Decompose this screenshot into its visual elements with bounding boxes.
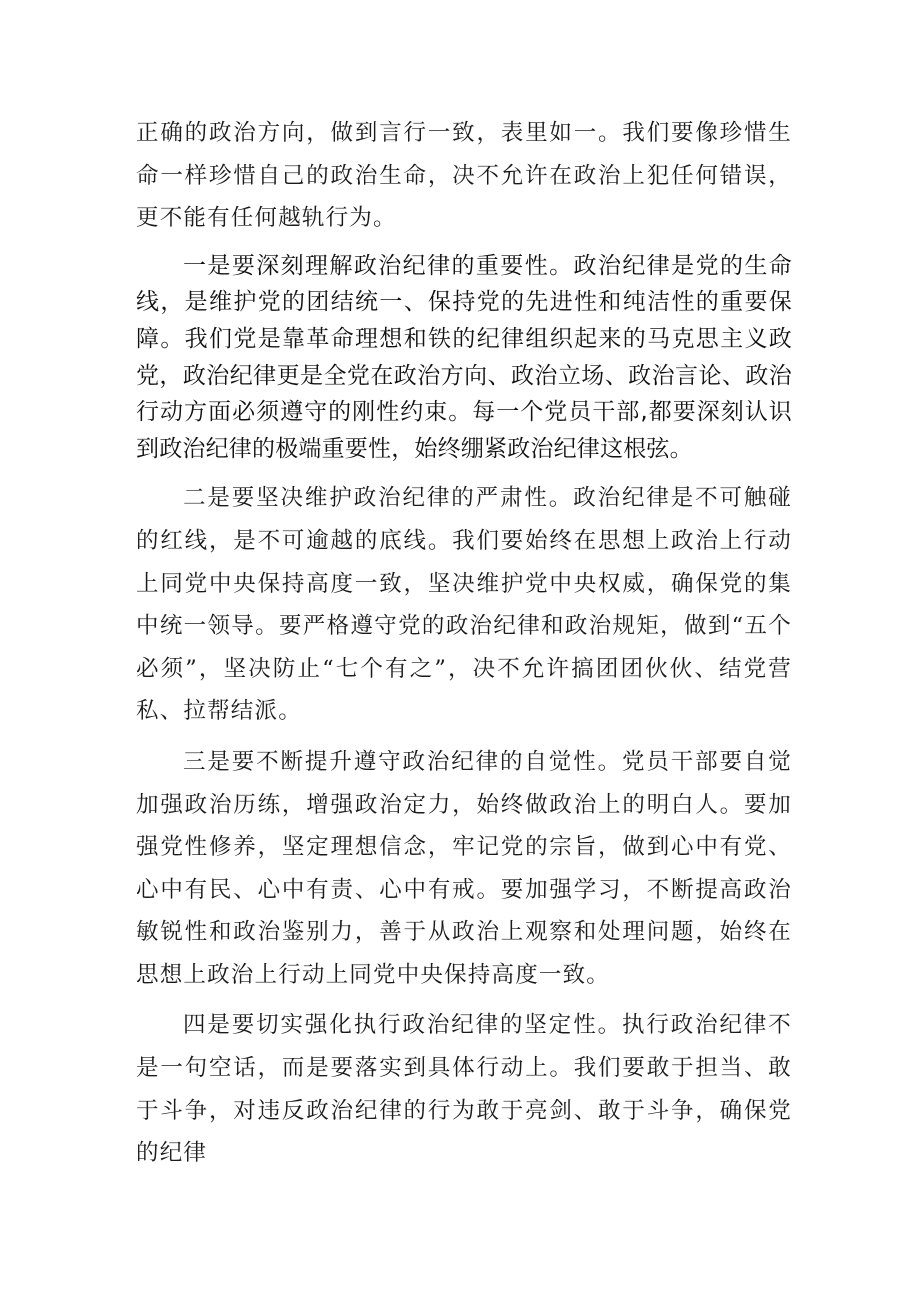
paragraph-point-four: 四是要切实强化执行政治纪律的坚定性。执行政治纪律不是一句空话，而是要落实到具体行动上。我们要敢于担当、敢于斗争，对违反政治纪律的行为敢于亮剑、敢于斗争，确保党的纪律 [136,1012,792,1167]
document-body [136,112,792,1175]
paragraph-point-three: 三是要不断提升遵守政治纪律的自觉性。党员干部要自觉加强政治历练，增强政治定力，始终做政治上的明白人。要加强党性修养，坚定理想信念，牢记党的宗旨，做到心中有党、心中有民、心中有责、心中有戒。要加强学习，不断提高政治敏锐性和政治鉴别力，善于从政治上观察和处理问题，始终在思想上政治上行动上同党中央保持高度一致。 [136,748,792,988]
paragraph-point-two: 二是要坚决维护政治纪律的严肃性。政治纪律是不可触碰的红线，是不可逾越的底线。我们要始终在思想上政治上行动上同党中央保持高度一致，坚决维护党中央权威，确保党的集中统一领导。要严格遵守党的政治纪律和政治规矩，做到“五个必须”，坚决防止“七个有之”，决不允许搞团团伙伙、结党营私、拉帮结派。 [136,485,792,725]
paragraph-continuation: 正确的政治方向，做到言行一致，表里如一。我们要像珍惜生命一样珍惜自己的政治生命，决不允许在政治上犯任何错误，更不能有任何越轨行为。 [136,120,792,232]
paragraph-point-one: 一是要深刻理解政治纪律的重要性。政治纪律是党的生命线，是维护党的团结统一、保持党的先进性和纯洁性的重要保障。我们党是靠革命理想和铁的纪律组织起来的马克思主义政党，政治纪律更是全党在政治方向、政治立场、政治言论、政治行动方面必须遵守的刚性约束。每一个党员干部,都要深刻认识到政治纪律的极端重要性，始终绷紧政治纪律这根弦。 [136,252,792,462]
